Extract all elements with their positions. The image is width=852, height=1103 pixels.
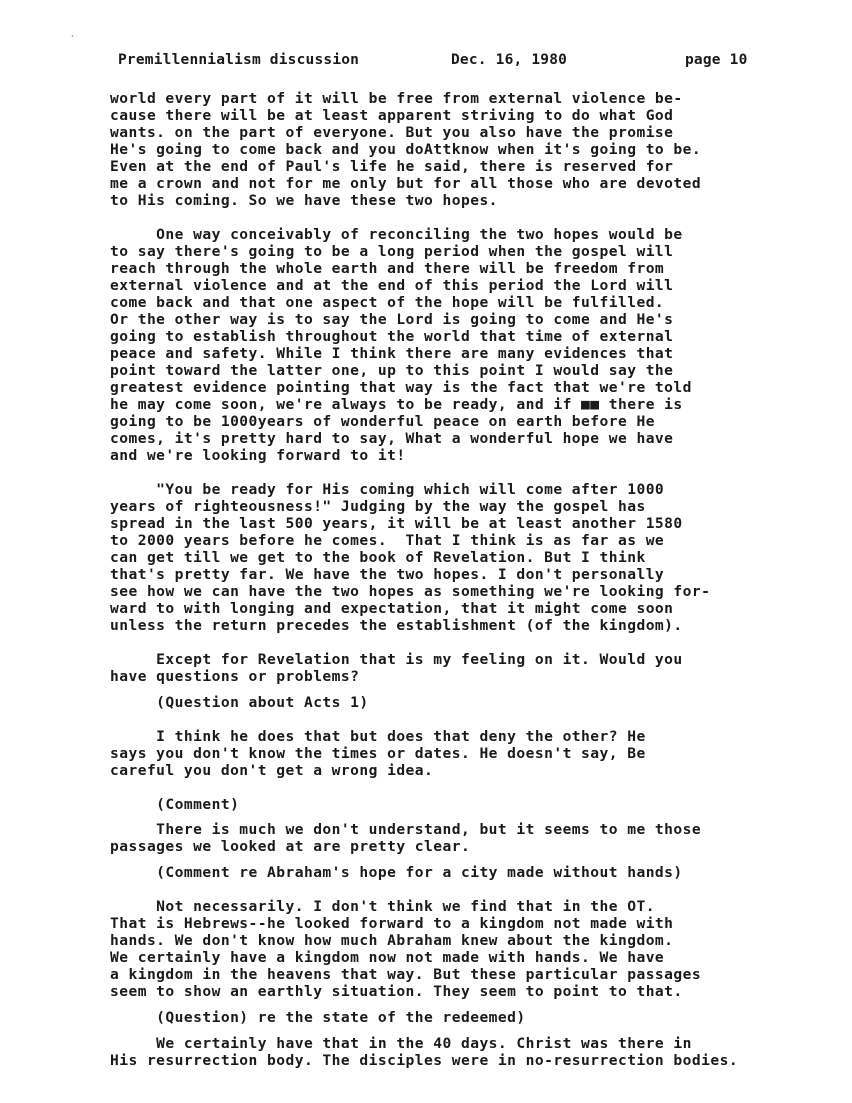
text-line: point toward the latter one, up to this point I would say the [110, 362, 674, 379]
text-line: I think he does that but does that deny the other? He [110, 728, 646, 745]
text-line: reach through the whole earth and there will be freedom from [110, 260, 665, 277]
text-line: world every part of it will be free from external violence be- [110, 90, 683, 107]
text-line: going to establish throughout the world that time of external [110, 328, 674, 345]
header-title: Premillennialism discussion [118, 52, 360, 68]
text-line: says you don't know the times or dates. He doesn't say, Be [110, 745, 646, 762]
text-line: That is Hebrews--he looked forward to a kingdom not made with [110, 915, 674, 932]
text-line: Except for Revelation that is my feeling on it. Would you [110, 651, 683, 668]
text-line: see how we can have the two hopes as something we're looking for- [110, 583, 711, 600]
text-line: (Comment) [110, 796, 240, 813]
text-line: that's pretty far. We have the two hopes. I don't personally [110, 566, 665, 583]
text-line: ward to with longing and expectation, that it might come soon [110, 600, 674, 617]
text-line: external violence and at the end of this period the Lord will [110, 277, 674, 294]
text-line: years of righteousness!" Judging by the way the gospel has [110, 498, 646, 515]
text-line: wants. on the part of everyone. But you also have the promise [110, 124, 674, 141]
text-line: to say there's going to be a long period when the gospel will [110, 243, 674, 260]
text-line: cause there will be at least apparent striving to do what God [110, 107, 674, 124]
scan-speck: ¸ [70, 28, 75, 37]
text-line: passages we looked at are pretty clear. [110, 838, 471, 855]
text-line: (Question about Acts 1) [110, 694, 369, 711]
text-line: We certainly have that in the 40 days. Christ was there in [110, 1035, 692, 1052]
text-line: One way conceivably of reconciling the two hopes would be [110, 226, 683, 243]
text-line: seem to show an earthly situation. They seem to point to that. [110, 983, 683, 1000]
text-line: (Question) re the state of the redeemed) [110, 1009, 526, 1026]
text-line: careful you don't get a wrong idea. [110, 762, 434, 779]
text-line: peace and safety. While I think there are many evidences that [110, 345, 674, 362]
text-line: come back and that one aspect of the hope will be fulfilled. [110, 294, 665, 311]
page-header [118, 52, 766, 72]
text-line: to 2000 years before he comes. That I think is as far as we [110, 532, 665, 549]
text-line: Even at the end of Paul's life he said, there is reserved for [110, 158, 674, 175]
text-line: (Comment re Abraham's hope for a city made without hands) [110, 864, 683, 881]
text-line: going to be 1000years of wonderful peace on earth before He [110, 413, 655, 430]
text-line: and we're looking forward to it! [110, 447, 406, 464]
text-line: hands. We don't know how much Abraham knew about the kingdom. [110, 932, 674, 949]
text-line: "You be ready for His coming which will come after 1000 [110, 481, 665, 498]
text-line: Not necessarily. I don't think we find that in the OT. [110, 898, 655, 915]
text-line: he may come soon, we're always to be ready, and if ■■ there is [110, 396, 683, 413]
header-page-number: page 10 [685, 52, 748, 68]
text-line: to His coming. So we have these two hopes. [110, 192, 498, 209]
text-line: a kingdom in the heavens that way. But these particular passages [110, 966, 702, 983]
header-date: Dec. 16, 1980 [451, 52, 568, 68]
text-line: me a crown and not for me only but for all those who are devoted [110, 175, 702, 192]
text-line: greatest evidence pointing that way is the fact that we're told [110, 379, 692, 396]
text-line: He's going to come back and you doAttknow when it's going to be. [110, 141, 702, 158]
text-line: We certainly have a kingdom now not made with hands. We have [110, 949, 665, 966]
text-line: There is much we don't understand, but it seems to me those [110, 821, 702, 838]
text-line: unless the return precedes the establishment (of the kingdom). [110, 617, 683, 634]
text-line: have questions or problems? [110, 668, 360, 685]
text-line: Or the other way is to say the Lord is going to come and He's [110, 311, 674, 328]
text-line: comes, it's pretty hard to say, What a wonderful hope we have [110, 430, 674, 447]
text-line: spread in the last 500 years, it will be at least another 1580 [110, 515, 683, 532]
text-line: can get till we get to the book of Revelation. But I think [110, 549, 646, 566]
text-line: His resurrection body. The disciples were in no-resurrection bodies. [110, 1052, 739, 1069]
